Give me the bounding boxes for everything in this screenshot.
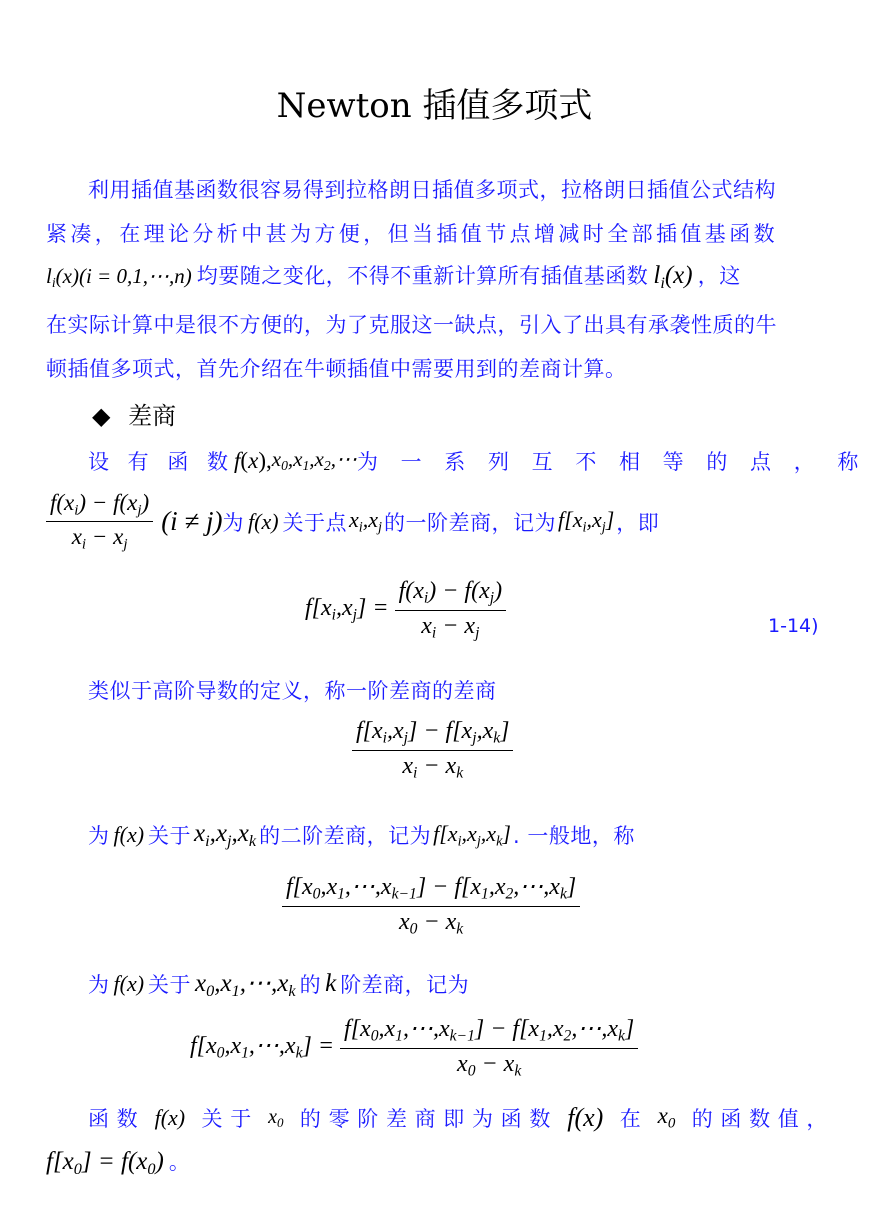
zero-text1: 函 数 (88, 1107, 139, 1131)
para1-line5: 顿插值多项式，首先介绍在牛顿插值中需要用到的差商计算。 (46, 357, 627, 381)
second-text2: 关于 (148, 824, 192, 849)
section-heading-text: 差商 (128, 402, 177, 430)
second-fx: f(x) (113, 822, 145, 848)
page-title: Newton 插值多项式 (276, 86, 593, 126)
definition-line2 (46, 490, 659, 554)
def-text3: 为 (222, 510, 244, 535)
kth-def-line (88, 968, 469, 1001)
para1-line3 (46, 260, 741, 293)
def-first-diff: $f[x_i,x_j]$ (558, 507, 615, 536)
second-intro: 类似于高阶导数的定义，称一阶差商的差商 (88, 679, 497, 703)
kth-text4: 阶差商，记为 (340, 973, 470, 998)
second-diff-notation: $f[x_i,x_j,x_k]$ (433, 820, 511, 850)
second-text1: 为 (88, 824, 110, 849)
def-fx: f(x) (248, 508, 279, 534)
def-xi-xj: $x_i,x_j$ (349, 507, 383, 536)
zero-order-equation: $f[x_0] = f(x_0)$ (46, 1148, 164, 1178)
index-condition: (i ≠ j) (161, 506, 223, 537)
zero-text3: 的 零 阶 差 商 即 为 函 数 (299, 1107, 551, 1131)
def-function: f(x), (234, 448, 272, 473)
kth-points: $x_0,x_1,\cdots,x_k$ (195, 970, 296, 1000)
kth-diff-fraction: $\frac{f[x_0,x_1,\cdots,x_{k-1}] - f[x_1,x_2,\cdots,x_k]}{x_0 - x_k}$ (282, 872, 580, 938)
def-points: $x_0,x_1,x_2,\cdots$ (271, 447, 357, 474)
def-text5: 的一阶差商，记为 (384, 510, 557, 535)
para1-line3-text: 均要随之变化，不得不重新计算所有插值基函数 (196, 264, 649, 288)
kth-eq-fraction: $\frac{f[x_0,x_1,\cdots,x_{k-1}] - f[x_1,x_2,\cdots,x_k]}{x_0 - x_k}$ (340, 1014, 638, 1080)
second-text4: . 一般地，称 (512, 824, 635, 849)
kth-text3: 的 (299, 973, 322, 998)
second-points: $x_i,x_j,x_k$ (194, 820, 257, 850)
kth-fx: f(x) (113, 971, 145, 997)
eq14-fraction: $\frac{f(x_i) - f(x_j)}{x_i - x_j}$ (395, 578, 507, 642)
def-text2: 为 一 系 列 互 不 相 等 的 点 ， 称 (356, 450, 867, 474)
zero-text2: 关 于 (201, 1107, 252, 1131)
para1-line3-tail: ，这 (697, 264, 741, 288)
kth-text2: 关于 (148, 973, 192, 998)
basis-function: $l_i(x)$ (653, 262, 693, 292)
zero-final-line (46, 1146, 190, 1179)
zero-x0: $x_0$ (268, 1105, 284, 1130)
definition-line1 (88, 446, 867, 476)
def-text1: 设 有 函 数 (88, 450, 235, 474)
zero-final-tail: 。 (168, 1150, 191, 1174)
kth-order: k (325, 970, 337, 998)
zero-def-line (88, 1103, 828, 1133)
def-text6: ，即 (616, 510, 660, 535)
zero-fx: f(x) (154, 1105, 186, 1130)
kth-equation (190, 1014, 638, 1080)
kth-eq-lhs: $f[x_0,x_1,\cdots,x_k]$ = (190, 1033, 341, 1062)
para1-line4: 在实际计算中是很不方便的，为了克服这一缺点，引入了出具有承袭性质的牛 (46, 313, 777, 337)
para1-line1: 利用插值基函数很容易得到拉格朗日插值多项式，拉格朗日插值公式结构 (88, 178, 776, 202)
zero-x0-2: $x_0$ (657, 1103, 676, 1132)
second-text3: 的二阶差商，记为 (259, 824, 432, 849)
para1-line2: 紧凑，在理论分析中甚为方便，但当插值节点增减时全部插值基函数 (46, 222, 778, 246)
def-text4: 关于点 (282, 510, 348, 535)
section-heading (92, 396, 176, 431)
zero-text5: 的 函 数 值 ， (691, 1107, 828, 1131)
second-def-line (88, 820, 635, 851)
equation-label: 1-14) (768, 615, 819, 637)
kth-text1: 为 (88, 973, 110, 998)
zero-fx2: f(x) (567, 1103, 604, 1132)
equation-1-14 (305, 578, 506, 642)
diamond-bullet-icon: ◆ (92, 402, 111, 430)
first-diff-fraction: $\frac{f(x_i) - f(x_j)}{x_i - x_j}$ (46, 490, 153, 554)
eq14-lhs: $f[x_i,x_j]$ = (305, 595, 395, 624)
second-diff-fraction: $\frac{f[x_i,x_j] - f[x_j,x_k]}{x_i - x_k}$ (352, 718, 513, 782)
basis-function-range: $l_i(x)(i$ = 0,1,⋯,n) (46, 264, 192, 291)
zero-text4: 在 (619, 1107, 642, 1131)
